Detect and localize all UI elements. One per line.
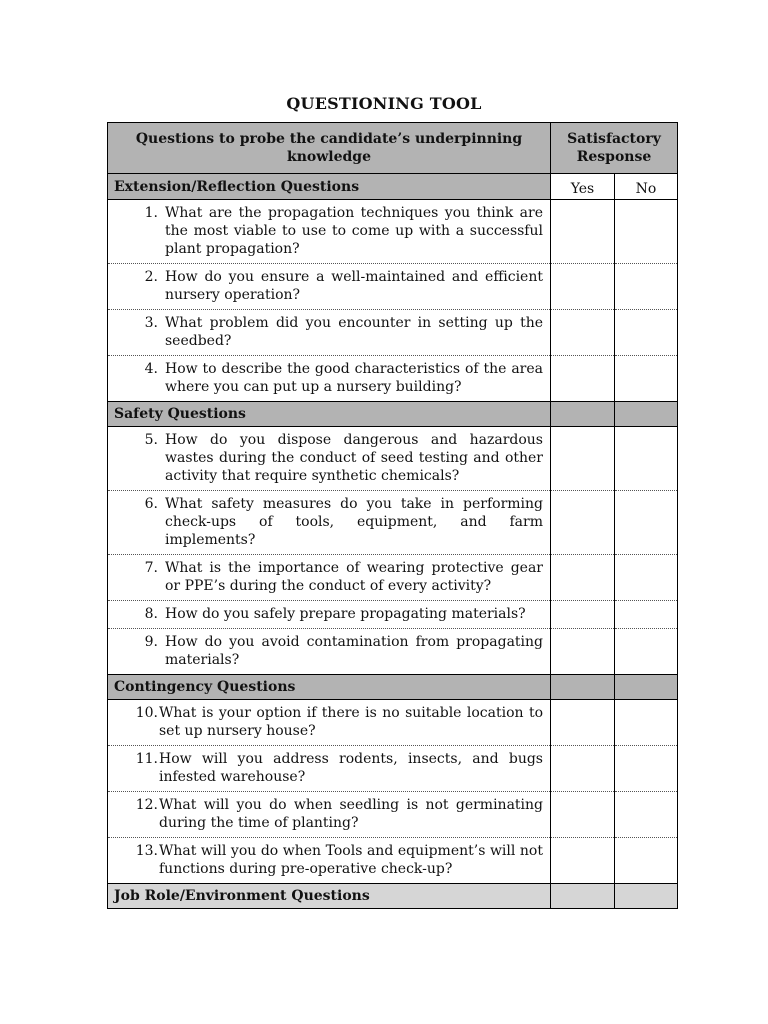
section-label: Safety Questions (108, 402, 551, 427)
section-label: Contingency Questions (108, 675, 551, 700)
question-text: How do you dispose dangerous and hazardous wastes during the conduct of seed testing and other activity that require synthetic chemicals? (165, 432, 543, 484)
no-checkbox-cell[interactable] (615, 264, 678, 310)
question-row (108, 200, 678, 264)
section-row (108, 675, 678, 700)
no-checkbox-cell[interactable] (615, 427, 678, 491)
no-checkbox-cell[interactable] (615, 838, 678, 884)
question-cell (108, 629, 551, 675)
yes-checkbox-cell[interactable] (551, 792, 615, 838)
question-text: How do you safely prepare propagating materials? (165, 606, 526, 622)
question-number: 11. (135, 751, 158, 767)
section-row (108, 402, 678, 427)
yes-checkbox-cell[interactable] (551, 838, 615, 884)
no-checkbox-cell[interactable] (615, 700, 678, 746)
section-no-cell (615, 675, 678, 700)
question-text: What will you do when seedling is not germinating during the time of planting? (159, 797, 543, 831)
question-text: What are the propagation techniques you think are the most viable to use to come up with a successful plant propagation? (165, 205, 543, 257)
yes-checkbox-cell[interactable] (551, 200, 615, 264)
question-row (108, 792, 678, 838)
question-number: 13. (135, 843, 158, 859)
question-cell (108, 792, 551, 838)
no-checkbox-cell[interactable] (615, 200, 678, 264)
no-column-header: No (615, 174, 678, 200)
question-cell (108, 601, 551, 629)
no-checkbox-cell[interactable] (615, 601, 678, 629)
question-cell (108, 310, 551, 356)
question-text: What is the importance of wearing protective gear or PPE’s during the conduct of every activity? (165, 560, 543, 594)
section-yes-cell (551, 402, 615, 427)
no-checkbox-cell[interactable] (615, 356, 678, 402)
question-text: How will you address rodents, insects, and bugs infested warehouse? (159, 751, 543, 785)
question-text: How do you avoid contamination from propagating materials? (165, 634, 543, 668)
no-checkbox-cell[interactable] (615, 555, 678, 601)
question-cell (108, 838, 551, 884)
yes-checkbox-cell[interactable] (551, 629, 615, 675)
yes-checkbox-cell[interactable] (551, 700, 615, 746)
question-text: What safety measures do you take in performing check-ups of tools, equipment, and farm implements? (165, 496, 543, 548)
section-label: Job Role/Environment Questions (108, 884, 551, 909)
question-row (108, 491, 678, 555)
section-no-cell (615, 402, 678, 427)
table-header-row (108, 123, 678, 174)
question-row (108, 601, 678, 629)
yes-checkbox-cell[interactable] (551, 427, 615, 491)
satisfactory-response-header: Satisfactory Response (551, 123, 678, 174)
yes-column-header: Yes (551, 174, 615, 200)
section-label: Extension/Reflection Questions (108, 174, 551, 200)
question-number: 12. (135, 797, 158, 813)
yes-checkbox-cell[interactable] (551, 310, 615, 356)
question-row (108, 629, 678, 675)
question-cell (108, 200, 551, 264)
question-row (108, 746, 678, 792)
no-checkbox-cell[interactable] (615, 792, 678, 838)
section-no-cell (615, 884, 678, 909)
question-number: 10. (135, 705, 158, 721)
question-text: What will you do when Tools and equipment’s will not functions during pre-operative check-up? (159, 843, 543, 877)
question-row (108, 427, 678, 491)
question-number: 4. (144, 361, 158, 377)
section-row (108, 174, 678, 200)
question-text: What is your option if there is no suitable location to set up nursery house? (159, 705, 543, 739)
question-number: 1. (144, 205, 158, 221)
question-text: What problem did you encounter in setting up the seedbed? (165, 315, 543, 349)
question-row (108, 700, 678, 746)
question-text: How do you ensure a well-maintained and efficient nursery operation? (165, 269, 543, 303)
page-title: QUESTIONING TOOL (286, 94, 482, 113)
yes-checkbox-cell[interactable] (551, 746, 615, 792)
question-row (108, 264, 678, 310)
yes-checkbox-cell[interactable] (551, 555, 615, 601)
question-number: 5. (144, 432, 158, 448)
no-checkbox-cell[interactable] (615, 629, 678, 675)
yes-checkbox-cell[interactable] (551, 491, 615, 555)
question-row (108, 555, 678, 601)
yes-checkbox-cell[interactable] (551, 264, 615, 310)
question-number: 9. (144, 634, 158, 650)
question-row (108, 838, 678, 884)
yes-checkbox-cell[interactable] (551, 601, 615, 629)
question-number: 2. (144, 269, 158, 285)
question-cell (108, 700, 551, 746)
question-cell (108, 427, 551, 491)
question-text: How to describe the good characteristics of the area where you can put up a nursery building? (165, 361, 543, 395)
question-number: 6. (144, 496, 158, 512)
section-yes-cell (551, 675, 615, 700)
question-cell (108, 491, 551, 555)
yes-checkbox-cell[interactable] (551, 356, 615, 402)
question-number: 7. (144, 560, 158, 576)
question-cell (108, 555, 551, 601)
no-checkbox-cell[interactable] (615, 746, 678, 792)
question-cell (108, 264, 551, 310)
no-checkbox-cell[interactable] (615, 491, 678, 555)
question-row (108, 356, 678, 402)
question-cell (108, 746, 551, 792)
questions-column-header: Questions to probe the candidate’s underpinning knowledge (108, 123, 551, 174)
question-number: 3. (144, 315, 158, 331)
question-number: 8. (144, 606, 158, 622)
no-checkbox-cell[interactable] (615, 310, 678, 356)
question-row (108, 310, 678, 356)
question-cell (108, 356, 551, 402)
questioning-table (107, 122, 678, 909)
section-row (108, 884, 678, 909)
section-yes-cell (551, 884, 615, 909)
